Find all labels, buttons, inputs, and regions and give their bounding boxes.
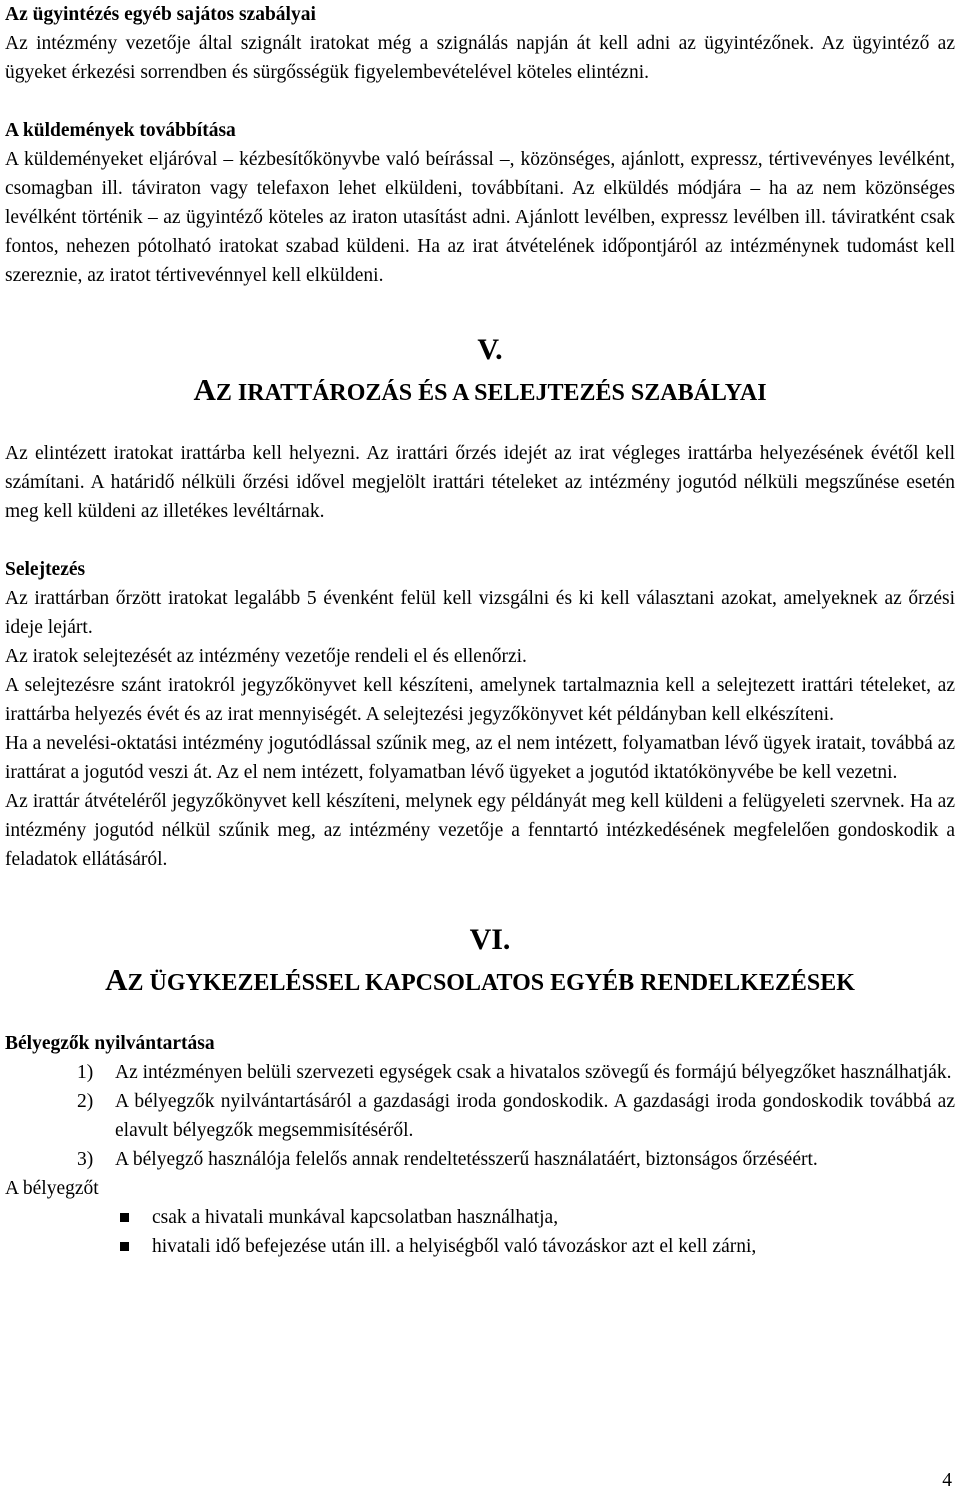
item-number: 2) <box>77 1091 94 1112</box>
item-text: Az intézményen belüli szervezeti egységek csak a hivatalos szövegű és formájú bélyegzőket használhatják. <box>115 1062 952 1083</box>
item-text: A bélyegzők nyilvántartásáról a gazdasági iroda gondoskodik. A gazdasági iroda gondoskodik továbbá az elavult bélyegzők megsemmisítéséről. <box>115 1091 955 1141</box>
paragraph-ugyintezes: Az intézmény vezetője által szignált iratokat még a szignálás napján át kell adni az ügyintézőnek. Az ügyintéző az ügyeket érkezési sorrendben és sürgősségük figyelembevételével köteles elintézni. <box>5 33 955 83</box>
paragraph-selejtezes-2: Az iratok selejtezését az intézmény vezetője rendeli el és ellenőrzi. <box>5 646 527 667</box>
chapter-5-title: AZ IRATTÁROZÁS ÉS A SELEJTEZÉS SZABÁLYAI <box>193 372 767 407</box>
paragraph-selejtezes-4: Ha a nevelési-oktatási intézmény jogutódlással szűnik meg, az el nem intézett, folyamatban lévő ügyek iratait, továbbá az irattárat a jogutód veszi át. Az el nem intézett, folyamatban lévő ügyeket a jogutód iktatókönyvébe be kell vezetni. <box>5 733 955 783</box>
section-heading-ugyintezes: Az ügyintézés egyéb sajátos szabályai <box>5 4 316 25</box>
list-item <box>5 1232 955 1261</box>
item-text: A bélyegző használója felelős annak rendeltetésszerű használatáért, biztonságos őrzéséért. <box>115 1149 818 1170</box>
numbered-item <box>5 1145 955 1174</box>
paragraph-selejtezes-3: A selejtezésre szánt iratokról jegyzőkönyvet kell készíteni, amelynek tartalmaznia kell a selejtezett irattári tételeket, az irattárba helyezés évét és az irat mennyiségét. A selejtezési jegyzőkönyvet két példányban kell elkészíteni. <box>5 675 955 725</box>
paragraph-selejtezes-5: Az irattár átvételéről jegyzőkönyvet kell készíteni, melynek egy példányát meg kell küldeni a felügyeleti szervnek. Ha az intézmény jogutód nélkül szűnik meg, az intézmény vezetője a fenntartó intézkedésének megfelelően gondoskodik a feladatok ellátásáról. <box>5 791 955 870</box>
square-bullet-icon <box>120 1213 129 1222</box>
section-heading-belyegzok: Bélyegzők nyilvántartása <box>5 1033 215 1054</box>
numbered-item <box>5 1058 955 1087</box>
list-item-text: csak a hivatali munkával kapcsolatban használhatja, <box>152 1207 559 1228</box>
numbered-item <box>5 1087 955 1145</box>
paragraph-selejtezes-1: Az irattárban őrzött iratokat legalább 5 évenként felül kell vizsgálni és ki kell választani azokat, amelyeknek az őrzési ideje lejárt. <box>5 588 955 638</box>
chapter-6-number: VI. <box>469 923 511 956</box>
bullet-list <box>5 1203 955 1261</box>
section-heading-selejtezes: Selejtezés <box>5 559 86 580</box>
document-page <box>5 0 955 1261</box>
paragraph-irattarozas: Az elintézett iratokat irattárba kell helyezni. Az irattári őrzés idejét az irat végleges irattárba helyezésének évétől kell számítani. A határidő nélküli őrzési idővel megjelölt irattári tételeket az intézmény jogutód nélküli megszűnése esetén meg kell küldeni az illetékes levéltárnak. <box>5 443 955 522</box>
square-bullet-icon <box>120 1242 129 1251</box>
chapter-6-title: AZ ÜGYKEZELÉSSEL KAPCSOLATOS EGYÉB RENDELKEZÉSEK <box>105 962 855 997</box>
spacer <box>5 526 955 555</box>
item-number: 3) <box>77 1149 94 1170</box>
item-number: 1) <box>77 1062 94 1083</box>
page-number: 4 <box>942 1470 952 1491</box>
chapter-5-number: V. <box>477 333 503 366</box>
paragraph-belyegzot-lead: A bélyegzőt <box>5 1178 99 1199</box>
section-heading-kuldemenyek: A küldemények továbbítása <box>5 120 236 141</box>
paragraph-kuldemenyek: A küldeményeket eljáróval – kézbesítőkönyvbe való beírással –, közönséges, ajánlott, expressz, tértivevényes levélként, csomagban ill. táviraton vagy telefaxon lehet elküldeni, továbbítani. Az elküldés módjára – ha az nem közönséges levélként történik – az ügyintéző köteles az iraton utasítást adni. Ajánlott levélben, expressz levélben ill. táviratként csak fontos, nehezen pótolható iratokat szabad küldeni. Ha az irat átvételének időpontjáról az intézménynek tudomást kell szereznie, az iratot tértivevénnyel kell elküldeni. <box>5 149 955 286</box>
list-item-text: hivatali idő befejezése után ill. a helyiségből való távozáskor azt el kell zárni, <box>152 1236 757 1257</box>
list-item <box>5 1203 955 1232</box>
spacer <box>5 87 955 116</box>
